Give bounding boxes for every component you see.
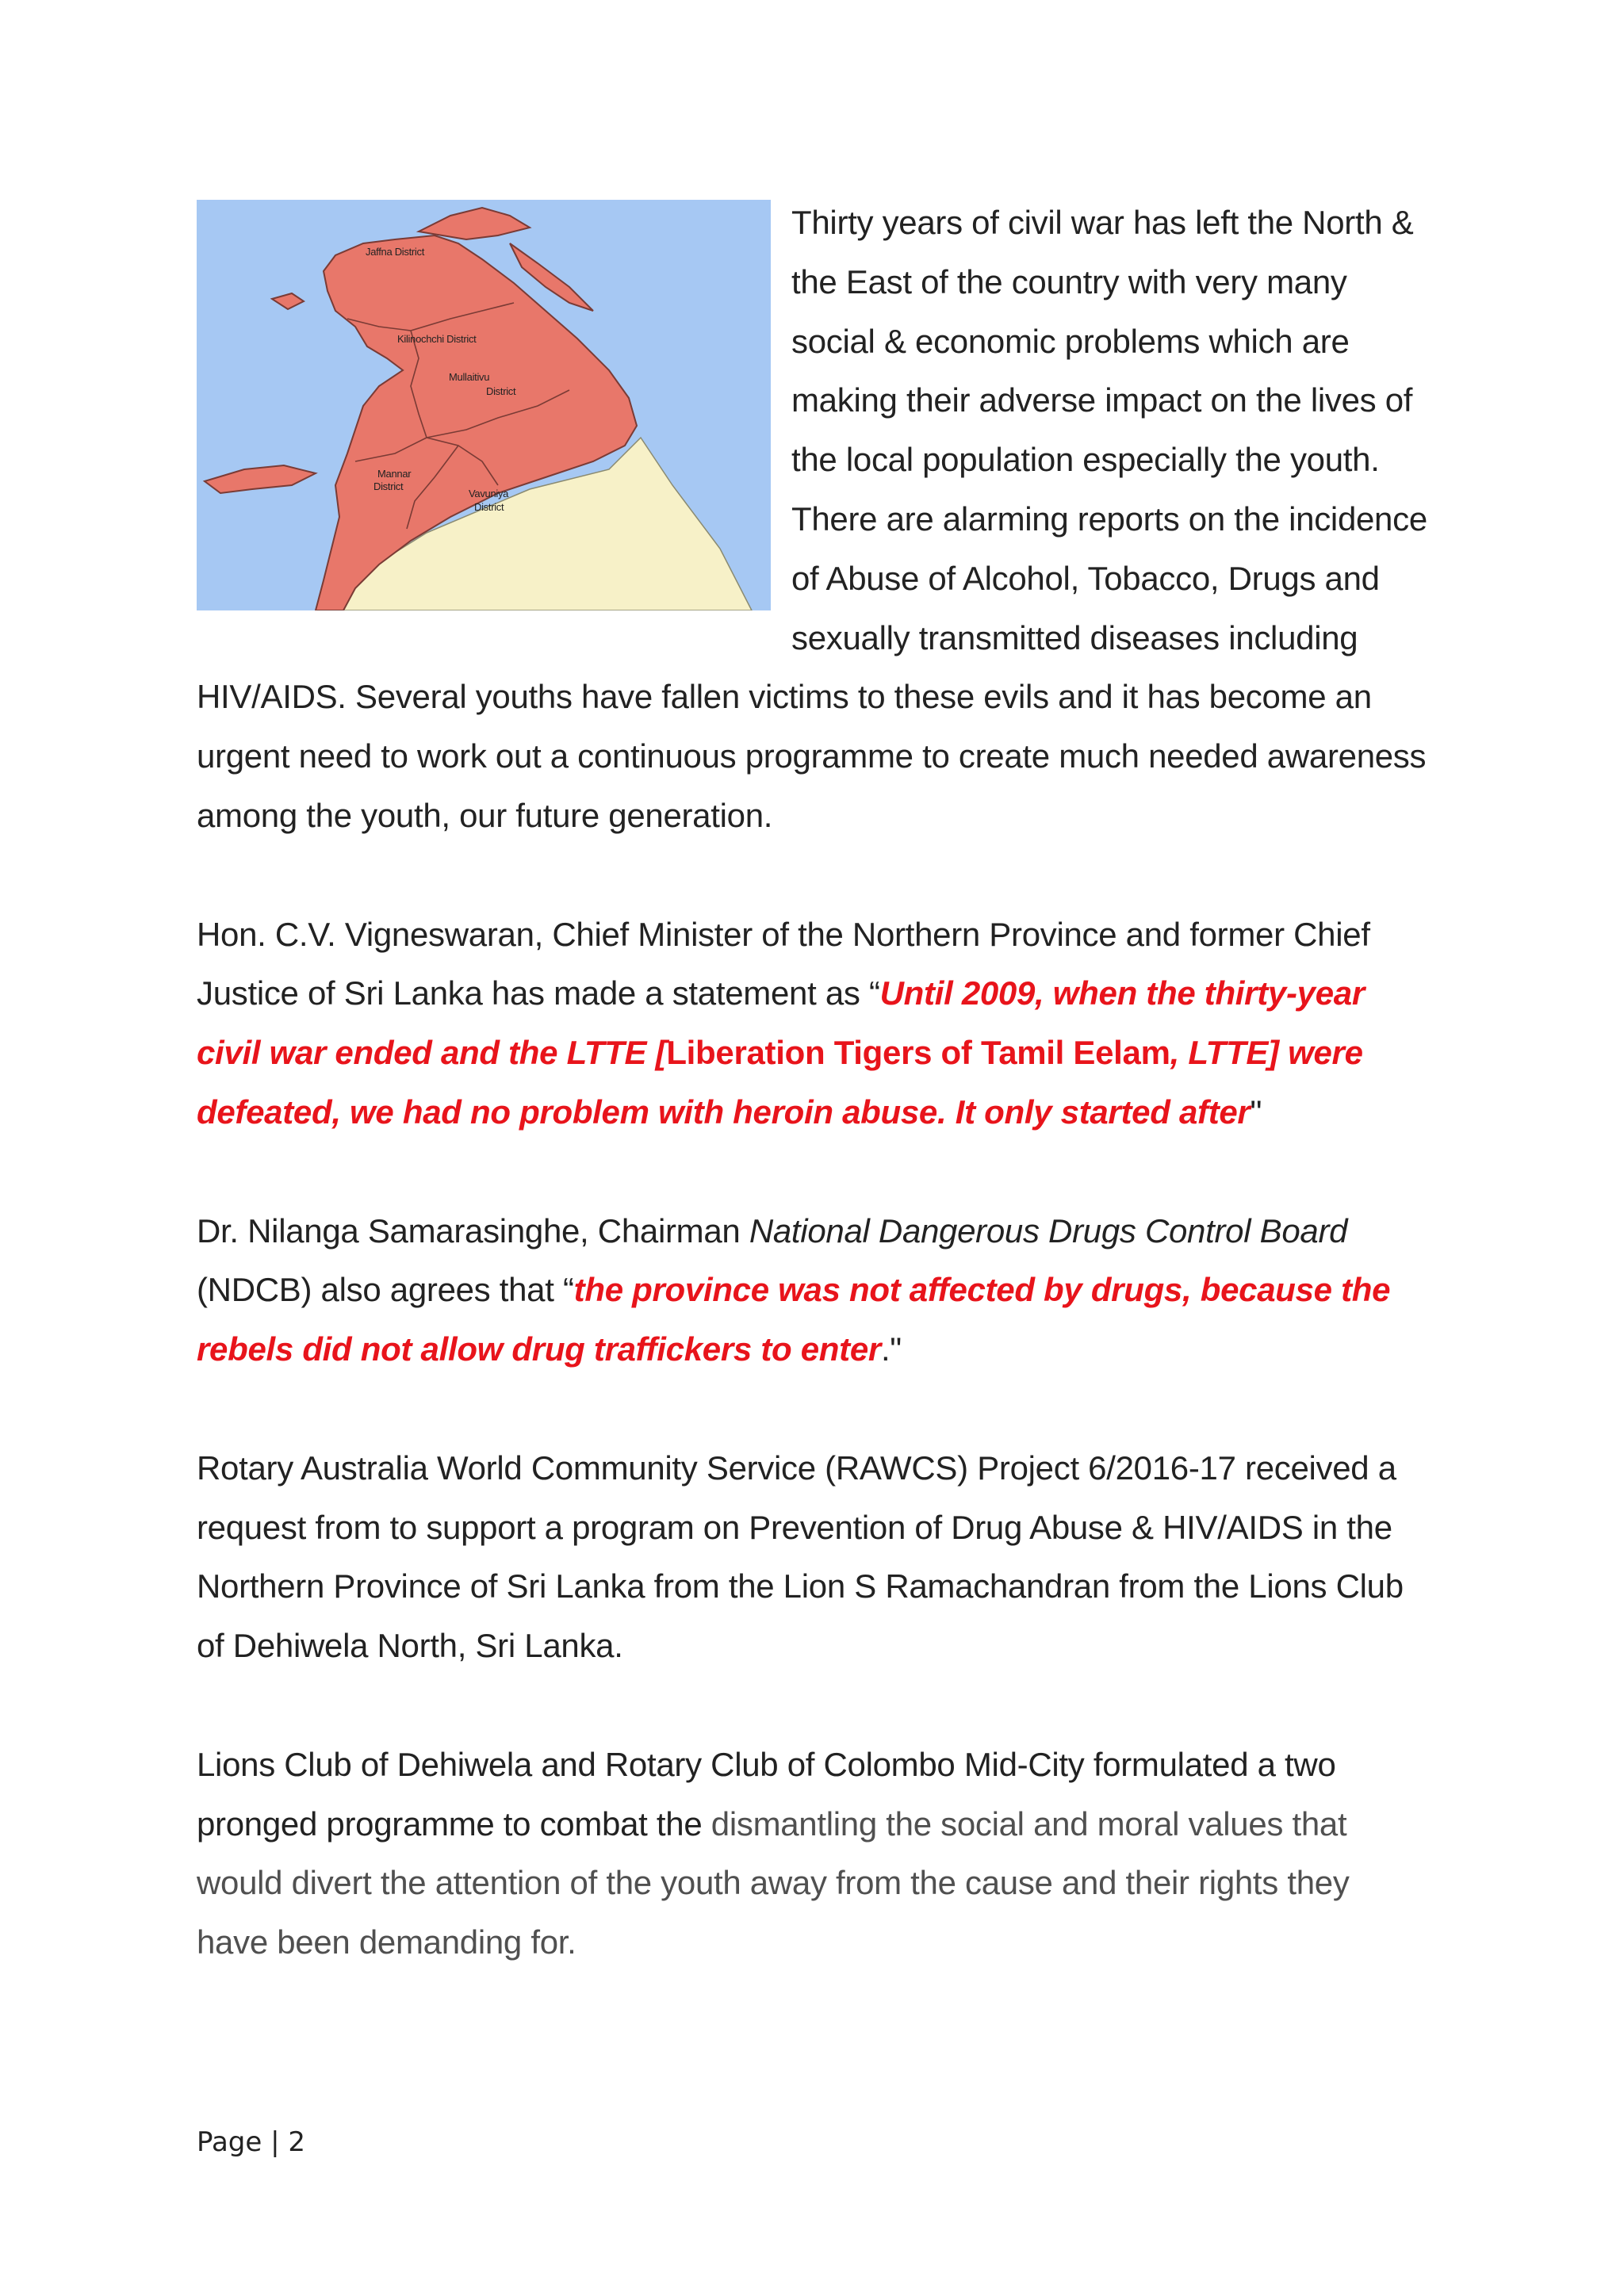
district-map-image xyxy=(197,200,771,610)
vigneswaran-lead: Hon. C.V. Vigneswaran, Chief Minister of the Northern Province and former Chief Justice of Sri Lanka has made a statement as “ xyxy=(197,915,1370,1012)
samarasinghe-lead: Dr. Nilanga Samarasinghe, Chairman xyxy=(197,1211,749,1249)
vigneswaran-quote-part-b: Liberation Tigers of Tamil Eelam xyxy=(666,1034,1170,1072)
samarasinghe-tail: ." xyxy=(880,1330,902,1368)
vigneswaran-tail: " xyxy=(1250,1093,1262,1131)
paragraph-vigneswaran xyxy=(197,905,1427,1142)
vigneswaran-quote-part-c: , LTTE] were defeated, we had no problem with heroin abuse. It only started after xyxy=(197,1034,1363,1131)
map-label-kilinochchi: Kilinochchi District xyxy=(397,333,477,345)
map-label-vavuniya-district: District xyxy=(474,501,504,513)
vigneswaran-quote-part-a: Until 2009, when the thirty-year civil war ended and the LTTE [ xyxy=(197,974,1365,1072)
document-body xyxy=(197,193,1427,2032)
map-label-mannar-district: District xyxy=(373,480,404,492)
paragraph-rawcs xyxy=(197,1439,1427,1676)
map-label-mannar: Mannar xyxy=(377,468,412,480)
paragraph-civil-war-text: Thirty years of civil war has left the North & the East of the country with very many social & economic problems which are making their adverse impact on the lives of the local population especially the youth. There are alarming reports on the incidence of Abuse of Alcohol, Tobacco, Drugs and sexually transmitted diseases including HIV/AIDS. Several youths have fallen victims to these evils and it has become an urgent need to work out a continuous programme to create much needed awareness among the youth, our future generation. xyxy=(197,204,1427,834)
samarasinghe-quote: the province was not affected by drugs, because the rebels did not allow drug traffickers to enter xyxy=(197,1271,1391,1368)
paragraph-samarasinghe xyxy=(197,1202,1427,1380)
map-label-jaffna: Jaffna District xyxy=(366,246,425,258)
ndcb-board-name: National Dangerous Drugs Control Board xyxy=(749,1211,1348,1249)
samarasinghe-mid: (NDCB) also agrees that “ xyxy=(197,1271,574,1309)
lions-rotary-dark-text: Lions Club of Dehiwela and Rotary Club of Colombo Mid-City formulated a two pronged programme to combat the xyxy=(197,1745,1336,1843)
map-label-mullaitivu: Mullaitivu xyxy=(449,371,490,383)
paragraph-lions-rotary xyxy=(197,1735,1427,1973)
page-number-footer: Page | 2 xyxy=(197,2126,306,2158)
sri-lanka-map-svg xyxy=(197,200,771,610)
map-label-mullaitivu-district: District xyxy=(486,385,516,397)
map-label-vavuniya: Vavuniya xyxy=(469,488,509,499)
lions-rotary-grey-text: dismantling the social and moral values that would divert the attention of the youth away from the cause and their rights they have been demanding for. xyxy=(197,1804,1350,1961)
paragraph-rawcs-text: Rotary Australia World Community Service (RAWCS) Project 6/2016-17 received a request from to support a program on Prevention of Drug Abuse & HIV/AIDS in the Northern Province of Sri Lanka from the Lion S Ramachandran from the Lions Club of Dehiwela North, Sri Lanka. xyxy=(197,1448,1404,1665)
